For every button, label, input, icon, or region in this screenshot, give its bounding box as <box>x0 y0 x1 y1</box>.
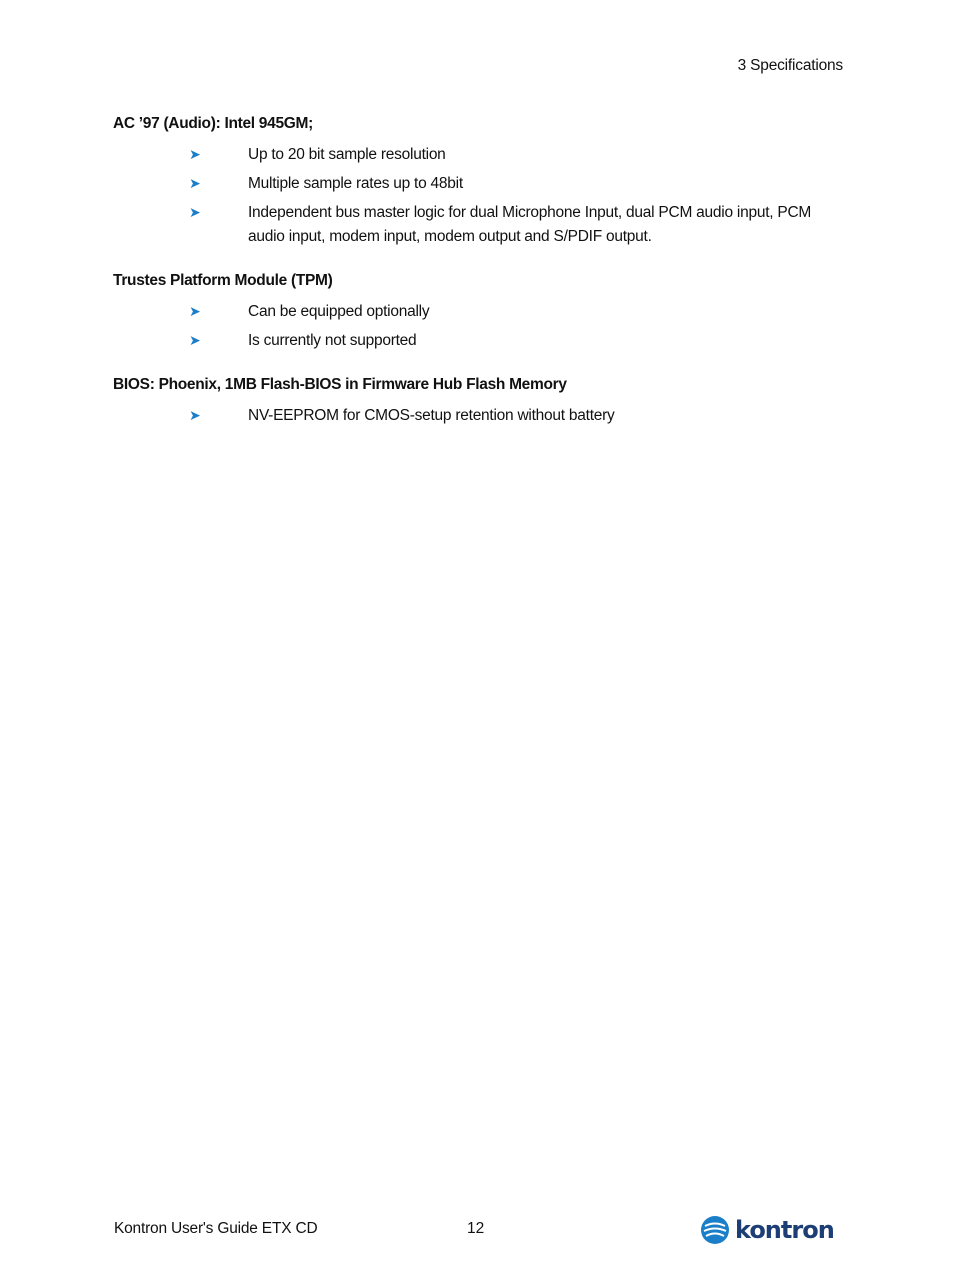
list-item <box>0 404 954 428</box>
list-item <box>0 172 954 196</box>
arrow-bullet-icon: ➤ <box>189 147 201 163</box>
list-item-text: Can be equipped optionally <box>248 303 430 320</box>
list-item <box>0 300 954 324</box>
list-item <box>0 329 954 353</box>
bullet-list-bios <box>0 404 954 433</box>
list-item-text: NV-EEPROM for CMOS-setup retention without battery <box>248 407 615 424</box>
list-item-text: Multiple sample rates up to 48bit <box>248 175 463 192</box>
section-title-audio: AC ’97 (Audio): Intel 945GM; <box>113 115 314 132</box>
section-title-tpm: Trustes Platform Module (TPM) <box>113 272 333 289</box>
list-item-text: Is currently not supported <box>248 332 417 349</box>
list-item <box>0 143 954 167</box>
page-header-chapter: 3 Specifications <box>737 57 843 74</box>
list-item-text: Up to 20 bit sample resolution <box>248 146 446 163</box>
kontron-logo <box>700 1214 834 1246</box>
list-item-text: Independent bus master logic for dual Microphone Input, dual PCM audio input, PCM audio input, modem input, modem output and S/PDIF output. <box>248 204 812 245</box>
kontron-globe-icon <box>700 1215 730 1245</box>
footer-page-number: 12 <box>467 1220 485 1237</box>
bullet-list-tpm <box>0 300 954 358</box>
arrow-bullet-icon: ➤ <box>189 304 201 320</box>
logo-wordmark: kontron <box>735 1216 834 1244</box>
bullet-list-audio <box>0 143 954 254</box>
list-item <box>0 201 954 249</box>
arrow-bullet-icon: ➤ <box>189 205 201 221</box>
arrow-bullet-icon: ➤ <box>189 333 201 349</box>
section-title-bios: BIOS: Phoenix, 1MB Flash-BIOS in Firmware Hub Flash Memory <box>113 376 567 393</box>
footer-doc-title: Kontron User's Guide ETX CD <box>114 1220 318 1237</box>
arrow-bullet-icon: ➤ <box>189 176 201 192</box>
arrow-bullet-icon: ➤ <box>189 408 201 424</box>
